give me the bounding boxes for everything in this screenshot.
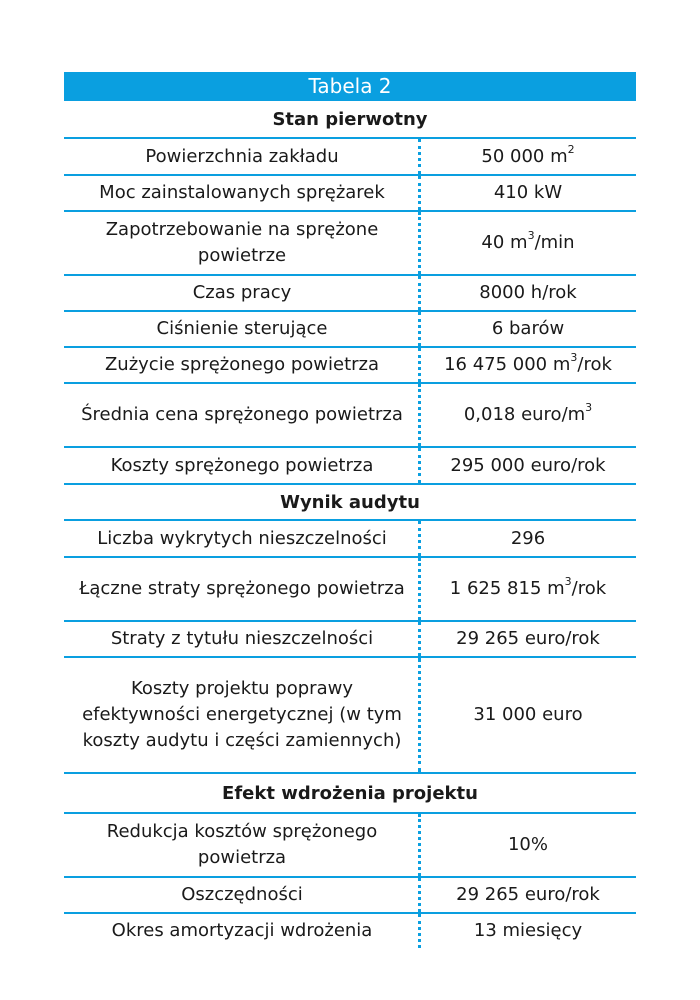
row-value [420, 882, 636, 908]
section-heading: Stan pierwotny [64, 101, 636, 139]
column-divider [418, 448, 421, 483]
value-unit-tail: /rok [571, 578, 607, 599]
row-value [420, 402, 636, 428]
table-row [64, 176, 636, 212]
column-divider [418, 622, 421, 656]
value-superscript: 2 [567, 142, 575, 156]
column-divider [418, 176, 421, 210]
row-value [420, 453, 636, 479]
column-divider [418, 658, 421, 772]
row-value [420, 144, 636, 170]
row-value [420, 918, 636, 944]
row-value [420, 280, 636, 306]
table-body [64, 101, 636, 948]
value-text: 40 m [481, 232, 528, 253]
column-divider [418, 139, 421, 174]
column-divider [418, 348, 421, 382]
row-label: Łączne straty sprężonego powietrza [79, 578, 405, 599]
value-text: 29 265 euro/rok [456, 884, 600, 905]
value-text: 296 [510, 527, 546, 549]
value-text: 13 miesięcy [473, 920, 583, 941]
section-heading: Efekt wdrożenia projektu [64, 774, 636, 814]
value-text: 0,018 euro/m [463, 404, 586, 425]
table-row [64, 212, 636, 276]
table-row [64, 558, 636, 622]
row-value [420, 526, 636, 552]
value-text: 16 475 000 m [444, 354, 571, 375]
row-label: Moc zainstalowanych sprężarek [99, 182, 385, 203]
column-divider [418, 521, 421, 556]
row-value [420, 576, 636, 602]
value-superscript: 3 [570, 351, 578, 364]
table-row [64, 658, 636, 774]
row-label: Zużycie sprężonego powietrza [104, 354, 380, 375]
column-divider [418, 212, 421, 274]
value-text: 8000 h/rok [479, 282, 577, 303]
value-text: 10% [507, 834, 548, 855]
value-superscript: 3 [585, 401, 593, 414]
value-text: 1 625 815 m [449, 578, 565, 599]
table-title: Tabela 2 [64, 72, 636, 101]
value-text: 31 000 euro [473, 704, 583, 725]
value-unit-tail: /rok [577, 354, 612, 375]
row-label: Redukcja kosztów sprężonego powietrza [106, 821, 378, 868]
row-label: Czas pracy [192, 282, 292, 303]
table-row [64, 521, 636, 558]
value-superscript: 3 [564, 575, 572, 588]
row-value [420, 702, 636, 728]
row-value [420, 832, 636, 858]
value-text: 6 barów [491, 318, 565, 339]
table-row [64, 448, 636, 485]
value-text: 50 000 m [481, 145, 568, 167]
table-row [64, 814, 636, 878]
column-divider [418, 814, 421, 876]
value-text: 29 265 euro/rok [456, 628, 600, 649]
row-label: Straty z tytułu nieszczelności [110, 628, 374, 649]
row-value [420, 316, 636, 342]
value-unit-tail: /min [534, 232, 575, 253]
table-row [64, 384, 636, 448]
row-label: Oszczędności [181, 884, 303, 905]
column-divider [418, 276, 421, 310]
table-row [64, 914, 636, 948]
section-heading: Wynik audytu [64, 485, 636, 521]
row-value [420, 180, 636, 206]
row-label: Koszty sprężonego powietrza [110, 454, 374, 476]
row-label: Ciśnienie sterujące [156, 318, 328, 339]
row-label: Zapotrzebowanie na sprężone powietrze [105, 219, 379, 266]
row-value [420, 626, 636, 652]
row-label: Liczba wykrytych nieszczelności [97, 527, 387, 549]
row-label: Powierzchnia zakładu [145, 145, 339, 167]
table-row [64, 878, 636, 914]
row-label: Okres amortyzacji wdrożenia [111, 920, 373, 941]
row-value [420, 230, 636, 256]
data-table [64, 72, 636, 948]
value-text: 410 kW [493, 182, 563, 203]
table-row [64, 348, 636, 384]
table-row [64, 139, 636, 176]
row-label: Koszty projektu poprawy efektywności energetycznej (w tym koszty audytu i części zamiennych) [82, 678, 402, 751]
column-divider [418, 914, 421, 948]
column-divider [418, 558, 421, 620]
row-label: Średnia cena sprężonego powietrza [81, 404, 403, 425]
table-row [64, 622, 636, 658]
value-superscript: 3 [527, 229, 535, 242]
column-divider [418, 384, 421, 446]
table-row [64, 276, 636, 312]
column-divider [418, 878, 421, 912]
value-text: 295 000 euro/rok [450, 454, 606, 476]
row-value [420, 352, 636, 378]
column-divider [418, 312, 421, 346]
table-row [64, 312, 636, 348]
